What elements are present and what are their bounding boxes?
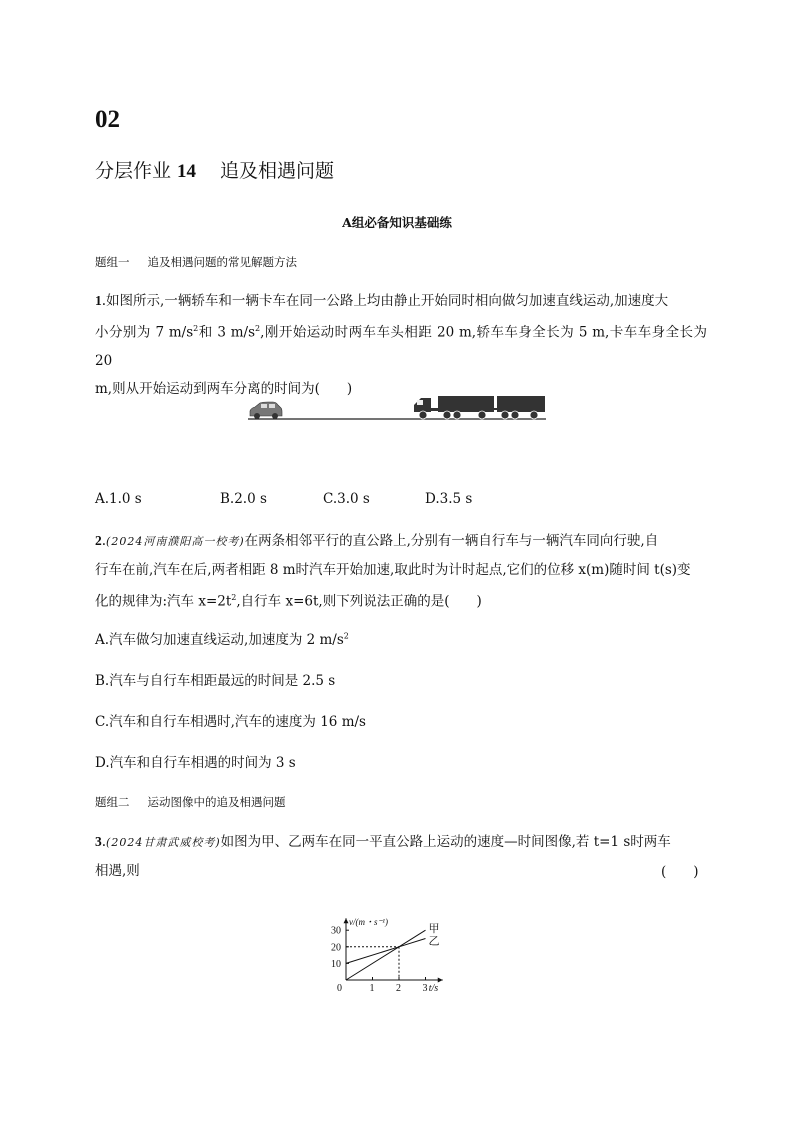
q2-source: (2024河南濮阳高一校考) bbox=[106, 535, 245, 548]
q1-option-d: D.3.5 s bbox=[425, 491, 473, 507]
q3-text-1: 如图为甲、乙两车在同一平直公路上运动的速度—时间图像,若 t=1 s时两车 bbox=[220, 834, 671, 850]
series-label-2: 乙 bbox=[428, 935, 440, 948]
x-tick-label: 3 bbox=[422, 983, 428, 992]
q3-number: 3 bbox=[95, 834, 102, 849]
question-3 bbox=[95, 828, 707, 885]
q3-answer-paren: ( ) bbox=[661, 864, 699, 880]
q1-text-2c: ,刚开始运动时两车车头相距 20 m,轿车车身全长为 5 m,卡车车身全长为 20 bbox=[95, 324, 707, 369]
q3-line-1: 3.(2024甘肃武威校考)如图为甲、乙两车在同一平直公路上运动的速度—时间图像,若 t=1 s时两车 bbox=[95, 834, 671, 850]
topic-heading-2 bbox=[95, 794, 286, 810]
q2-option-a-sup: 2 bbox=[343, 631, 349, 641]
q2-text-2: 行车在前,汽车在后,两者相距 8 m时汽车开始加速,取此时为计时起点,它们的位移 x(m)随时间 t(s)变 bbox=[95, 562, 691, 578]
q2-line-1: 2.(2024河南濮阳高一校考)在两条相邻平行的直公路上,分别有一辆自行车与一辆汽车同向行驶,自 bbox=[95, 533, 659, 549]
x-tick-label: 2 bbox=[396, 983, 401, 992]
velocity-time-chart bbox=[318, 896, 478, 992]
y-axis-arrow bbox=[344, 918, 349, 923]
y-tick-label: 10 bbox=[331, 958, 341, 970]
q1-option-c: C.3.0 s bbox=[323, 491, 370, 507]
group-heading: A组必备知识基础练 bbox=[342, 215, 452, 230]
q1-line-1 bbox=[95, 287, 707, 315]
series-line-1 bbox=[346, 930, 426, 980]
q2-option-a bbox=[95, 628, 349, 648]
section-name: 追及相遇问题 bbox=[220, 160, 335, 182]
q2-sup: 2 bbox=[231, 593, 237, 602]
q2-text-1: 在两条相邻平行的直公路上,分别有一辆自行车与一辆汽车同向行驶,自 bbox=[244, 533, 659, 549]
q1-line-2 bbox=[95, 315, 707, 375]
series-label-1: 甲 bbox=[428, 923, 440, 936]
series-line-2 bbox=[346, 939, 426, 964]
y-tick-label: 20 bbox=[331, 942, 341, 954]
q1-option-a: A.1.0 s bbox=[95, 491, 142, 507]
page-number: 02 bbox=[95, 106, 120, 133]
q1-option-b: B.2.0 s bbox=[220, 491, 267, 507]
x-axis-arrow bbox=[438, 978, 443, 983]
x-tick-label: 1 bbox=[369, 983, 375, 992]
q1-text-2b: 和 3 m/s bbox=[198, 324, 256, 341]
y-tick-label: 30 bbox=[331, 925, 341, 937]
section-title bbox=[95, 156, 334, 183]
q2-option-b: B.汽车与自行车相距最远的时间是 2.5 s bbox=[95, 673, 336, 689]
topic-name: 运动图像中的追及相遇问题 bbox=[147, 795, 286, 809]
topic-heading-1 bbox=[95, 254, 297, 270]
truck-icon bbox=[414, 396, 545, 419]
question-1 bbox=[95, 287, 707, 403]
q2-number: 2 bbox=[95, 533, 102, 548]
q1-text-2a: 小分别为 7 m/s bbox=[95, 324, 194, 341]
q3-line-2 bbox=[95, 857, 707, 885]
topic-name: 追及相遇问题的常见解题方法 bbox=[147, 255, 297, 269]
car-truck-figure bbox=[244, 390, 549, 424]
topic-label: 题组一 bbox=[95, 255, 130, 269]
q1-number: 1 bbox=[95, 293, 102, 308]
y-axis-label: v/(m・s⁻¹) bbox=[349, 917, 388, 928]
section-number: 14 bbox=[177, 161, 197, 182]
q3-source: (2024甘肃武威校考) bbox=[106, 836, 221, 849]
q2-line-2 bbox=[95, 556, 707, 584]
car-icon bbox=[250, 402, 282, 419]
q2-option-c: C.汽车和自行车相遇时,汽车的速度为 16 m/s bbox=[95, 714, 366, 730]
q2-option-a-text: A.汽车做匀加速直线运动,加速度为 2 m/s bbox=[95, 632, 344, 648]
q2-text-3a: 化的规律为:汽车 x=2t bbox=[95, 593, 232, 610]
section-label: 分层作业 bbox=[95, 160, 172, 182]
q2-option-d: D.汽车和自行车相遇的时间为 3 s bbox=[95, 755, 296, 771]
x-tick-label: 0 bbox=[337, 983, 342, 992]
q1-text-1: .如图所示,一辆轿车和一辆卡车在同一公路上均由静止开始同时相向做匀加速直线运动,加速度大 bbox=[101, 293, 669, 309]
q1-sup-1: 2 bbox=[193, 324, 199, 333]
x-axis-label: t/s bbox=[428, 983, 439, 992]
q1-sup-2: 2 bbox=[255, 324, 261, 333]
q1-text-3: m,则从开始运动到两车分离的时间为( ) bbox=[95, 380, 353, 397]
q2-line-3 bbox=[95, 584, 707, 616]
q3-text-2: 相遇,则 bbox=[95, 863, 140, 879]
question-2 bbox=[95, 527, 707, 616]
q2-text-3b: ,自行车 x=6t,则下列说法正确的是( ) bbox=[236, 593, 482, 610]
topic-label: 题组二 bbox=[95, 795, 130, 809]
